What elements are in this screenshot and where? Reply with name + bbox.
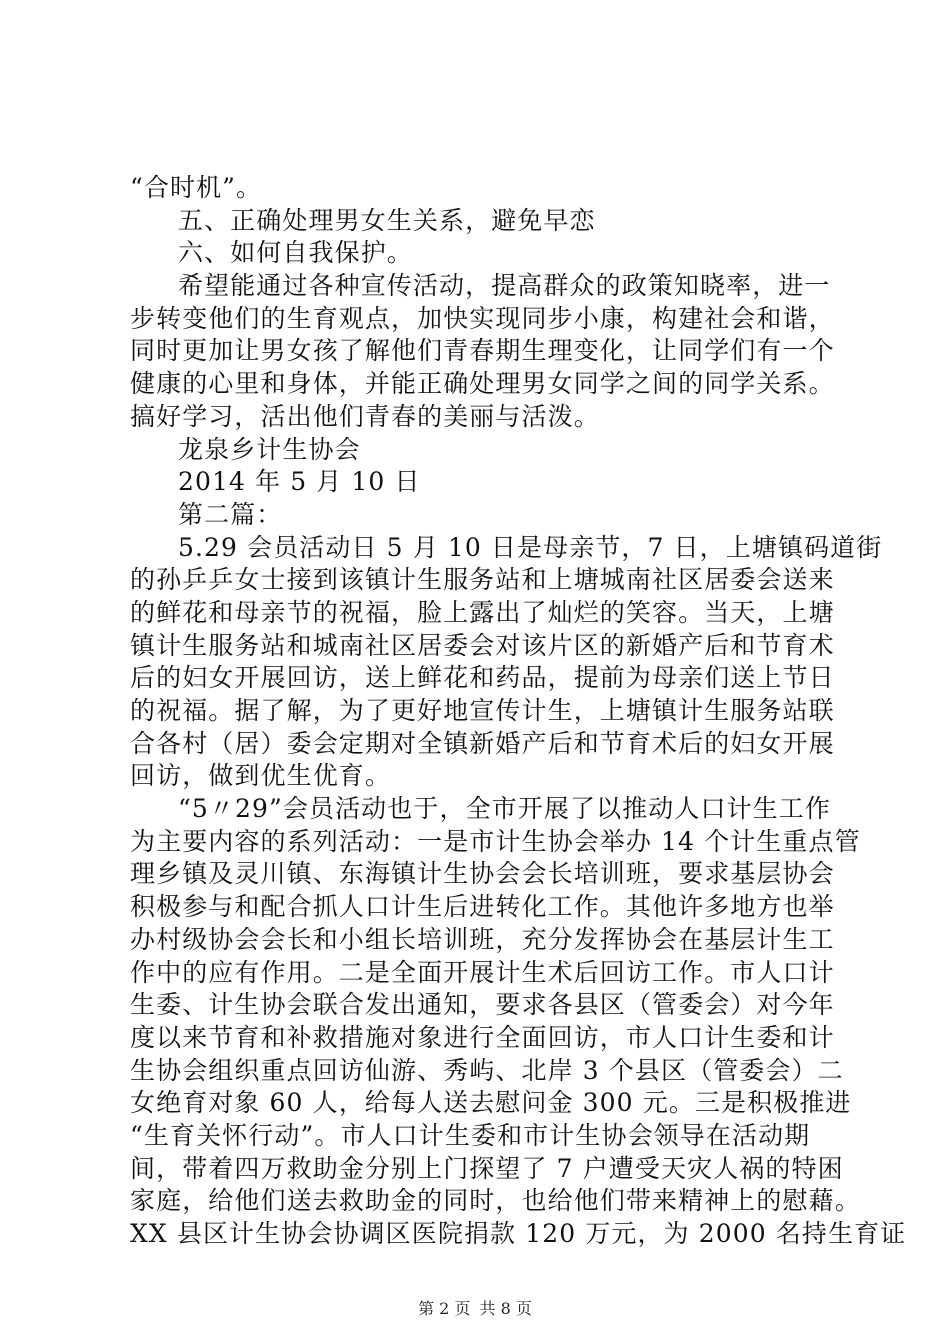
text-line: 度以来节育和补救措施对象进行全面回访，市人口计生委和计: [130, 1022, 835, 1052]
text-line: 女绝育对象 60 人，给每人送去慰问金 300 元。三是积极推进: [130, 1088, 852, 1118]
text-line: 的孙乒乒女士接到该镇计生服务站和上塘城南社区居委会送来: [130, 565, 835, 595]
text-line: 同时更加让男女孩了解他们青春期生理变化，让同学们有一个: [130, 336, 835, 366]
text-line: 生委、计生协会联合发出通知，要求各县区（管委会）对今年: [130, 990, 835, 1020]
text-line: “生育关怀行动”。市人口计生委和市计生协会领导在活动期: [130, 1120, 811, 1150]
text-line: 5.29 会员活动日 5 月 10 日是母亲节，7 日，上塘镇码道街: [178, 532, 883, 562]
text-line: 间，带着四万救助金分别上门探望了 7 户遭受天灾人祸的特困: [130, 1153, 844, 1183]
text-line: 为主要内容的系列活动：一是市计生协会举办 14 个计生重点管: [130, 826, 861, 856]
text-line: 五、正确处理男女生关系，避免早恋: [178, 205, 596, 235]
text-line: 回访，做到优生优育。: [130, 761, 392, 791]
text-line: 希望能通过各种宣传活动，提高群众的政策知晓率，进一: [178, 271, 831, 301]
text-line: “5〃29”会员活动也于，全市开展了以推动人口计生工作: [178, 794, 831, 824]
text-line: 作中的应有作用。二是全面开展计生术后回访工作。市人口计: [130, 957, 835, 987]
text-line: 六、如何自我保护。: [178, 238, 413, 268]
text-line: 办村级协会会长和小组长培训班，充分发挥协会在基层计生工: [130, 924, 835, 954]
page-number: 第 2 页: [418, 1299, 471, 1318]
document-body: [130, 172, 907, 1251]
text-line: 家庭，给他们送去救助金的同时，也给他们带来精神上的慰藉。: [130, 1186, 861, 1216]
text-line: 生协会组织重点回访仙游、秀屿、北岸 3 个县区（管委会）二: [130, 1055, 844, 1085]
text-line: 健康的心里和身体，并能正确处理男女同学之间的同学关系。: [130, 369, 835, 399]
text-line: 后的妇女开展回访，送上鲜花和药品，提前为母亲们送上节日: [130, 663, 835, 693]
text-line: 搞好学习，活出他们青春的美丽与活泼。: [130, 401, 600, 431]
text-line: 步转变他们的生育观点，加快实现同步小康，构建社会和谐，: [130, 303, 835, 333]
text-line: 积极参与和配合抓人口计生后进转化工作。其他许多地方也举: [130, 892, 835, 922]
text-line: 第二篇：: [178, 499, 283, 529]
text-line: 理乡镇及灵川镇、东海镇计生协会会长培训班，要求基层协会: [130, 859, 835, 889]
text-line: “合时机”。: [130, 173, 263, 202]
page-total: 共 8 页: [479, 1299, 532, 1318]
text-line: 龙泉乡计生协会: [178, 434, 361, 464]
text-line: 2014 年 5 月 10 日: [178, 467, 421, 497]
text-line: 合各村（居）委会定期对全镇新婚产后和节育术后的妇女开展: [130, 728, 835, 758]
text-line: XX 县区计生协会协调区医院捐款 120 万元，为 2000 名持生育证: [130, 1219, 907, 1248]
text-line: 的祝福。据了解，为了更好地宣传计生，上塘镇计生服务站联: [130, 696, 835, 725]
text-line: 镇计生服务站和城南社区居委会对该片区的新婚产后和节育术: [130, 630, 835, 660]
page-footer: [0, 1296, 950, 1319]
text-line: 的鲜花和母亲节的祝福，脸上露出了灿烂的笑容。当天，上塘: [130, 597, 835, 627]
